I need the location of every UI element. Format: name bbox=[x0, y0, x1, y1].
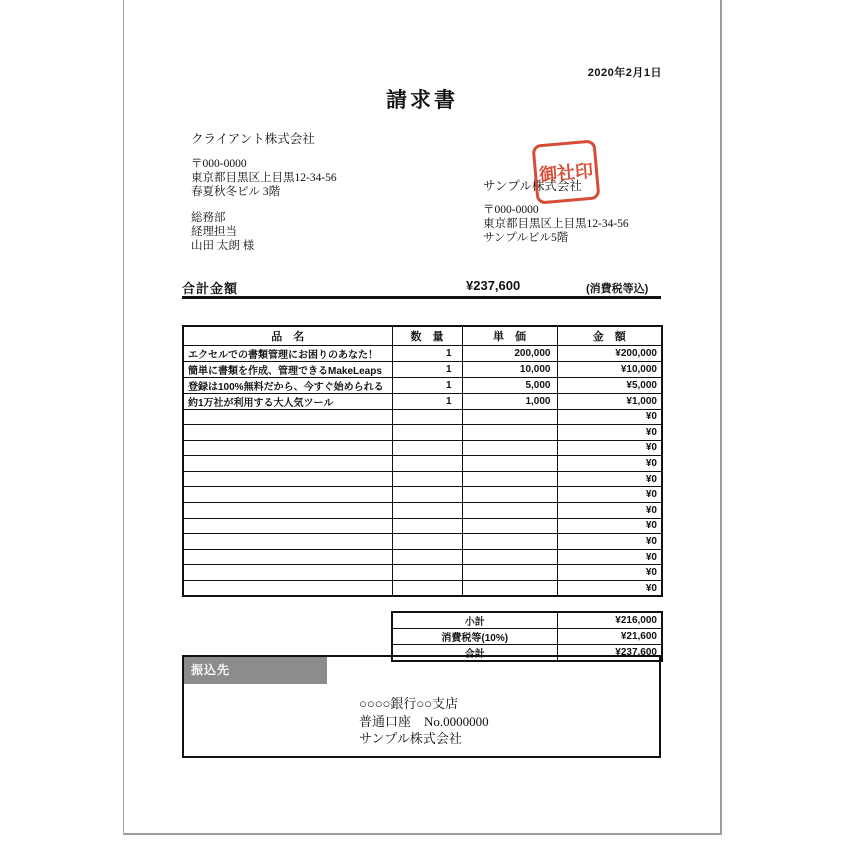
item-name-cell bbox=[183, 487, 392, 503]
item-unit-price-cell bbox=[462, 487, 557, 503]
item-amount-cell: ¥0 bbox=[557, 549, 662, 565]
invoice-page bbox=[123, 0, 722, 835]
bank-line-holder: サンプル株式会社 bbox=[359, 731, 462, 746]
item-unit-price-cell: 1,000 bbox=[462, 393, 557, 409]
invoice-date: 2020年2月1日 bbox=[587, 67, 662, 79]
total-amount-label: 合計金額 bbox=[182, 281, 239, 296]
item-unit-price-cell bbox=[462, 471, 557, 487]
item-amount-cell: ¥0 bbox=[557, 565, 662, 581]
tax-row bbox=[392, 629, 662, 645]
item-qty-cell bbox=[392, 503, 462, 519]
item-amount-cell: ¥5,000 bbox=[557, 377, 662, 393]
item-row bbox=[183, 440, 662, 456]
item-name-cell bbox=[183, 409, 392, 425]
item-row bbox=[183, 518, 662, 534]
item-unit-price-cell bbox=[462, 425, 557, 441]
item-qty-cell: 1 bbox=[392, 345, 462, 361]
item-qty-cell bbox=[392, 487, 462, 503]
company-stamp-text: 御社印 bbox=[538, 160, 594, 186]
item-unit-price-cell: 5,000 bbox=[462, 377, 557, 393]
grand-total-value: ¥237,600 bbox=[557, 645, 662, 662]
item-row bbox=[183, 393, 662, 409]
header-amount: 金 額 bbox=[557, 326, 662, 345]
item-row bbox=[183, 361, 662, 377]
item-row bbox=[183, 581, 662, 597]
item-amount-cell: ¥0 bbox=[557, 409, 662, 425]
item-amount-cell: ¥0 bbox=[557, 440, 662, 456]
item-name-cell: 約1万社が利用する大人気ツール bbox=[183, 393, 392, 409]
bank-line-account: 普通口座 No.0000000 bbox=[359, 713, 489, 729]
item-unit-price-cell bbox=[462, 534, 557, 550]
item-unit-price-cell bbox=[462, 518, 557, 534]
item-name-cell: 簡単に書類を作成、管理できるMakeLeaps bbox=[183, 361, 392, 377]
item-unit-price-cell: 10,000 bbox=[462, 361, 557, 377]
item-amount-cell: ¥0 bbox=[557, 471, 662, 487]
item-unit-price-cell bbox=[462, 581, 557, 597]
item-unit-price-cell: 200,000 bbox=[462, 345, 557, 361]
client-address-2: 春夏秋冬ビル 3階 bbox=[191, 186, 281, 198]
item-row bbox=[183, 487, 662, 503]
total-bar-divider bbox=[182, 296, 661, 299]
item-amount-cell: ¥0 bbox=[557, 534, 662, 550]
bank-transfer-box bbox=[182, 655, 661, 758]
item-amount-cell: ¥200,000 bbox=[557, 345, 662, 361]
item-name-cell bbox=[183, 581, 392, 597]
subtotal-label: 小計 bbox=[392, 612, 557, 629]
item-amount-cell: ¥0 bbox=[557, 456, 662, 472]
item-name-cell bbox=[183, 503, 392, 519]
item-unit-price-cell bbox=[462, 456, 557, 472]
issuer-name: サンプル株式会社 bbox=[483, 179, 582, 193]
header-unit-price: 単 価 bbox=[462, 326, 557, 345]
item-unit-price-cell bbox=[462, 565, 557, 581]
item-name-cell bbox=[183, 565, 392, 581]
header-row bbox=[183, 326, 662, 345]
item-row bbox=[183, 377, 662, 393]
item-unit-price-cell bbox=[462, 440, 557, 456]
item-qty-cell bbox=[392, 581, 462, 597]
item-row bbox=[183, 534, 662, 550]
item-amount-cell: ¥0 bbox=[557, 487, 662, 503]
item-qty-cell bbox=[392, 549, 462, 565]
bank-line-branch: ○○○○銀行○○支店 bbox=[359, 696, 459, 711]
item-qty-cell bbox=[392, 534, 462, 550]
bank-transfer-label: 振込先 bbox=[184, 657, 327, 684]
subtotal-row bbox=[392, 612, 662, 629]
header-item-name: 品 名 bbox=[183, 326, 392, 345]
header-quantity: 数 量 bbox=[392, 326, 462, 345]
item-name-cell bbox=[183, 440, 392, 456]
item-row bbox=[183, 503, 662, 519]
item-qty-cell bbox=[392, 456, 462, 472]
client-person-name: 山田 太朗 様 bbox=[191, 240, 255, 252]
grand-total-label: 合計 bbox=[392, 645, 557, 662]
item-name-cell: 登録は100%無料だから、今すぐ始められる bbox=[183, 377, 392, 393]
item-row bbox=[183, 409, 662, 425]
item-qty-cell bbox=[392, 409, 462, 425]
item-amount-cell: ¥1,000 bbox=[557, 393, 662, 409]
issuer-address-1: 東京都目黒区上目黒12-34-56 bbox=[483, 218, 629, 230]
item-row bbox=[183, 345, 662, 361]
items-table-header bbox=[183, 326, 662, 345]
item-name-cell bbox=[183, 425, 392, 441]
item-name-cell bbox=[183, 471, 392, 487]
item-amount-cell: ¥0 bbox=[557, 518, 662, 534]
issuer-address-block bbox=[483, 203, 629, 245]
item-row bbox=[183, 565, 662, 581]
item-qty-cell bbox=[392, 471, 462, 487]
client-department: 総務部 bbox=[191, 212, 226, 224]
client-address-1: 東京都目黒区上目黒12-34-56 bbox=[191, 172, 337, 184]
client-contact: 経理担当 bbox=[191, 226, 237, 238]
item-amount-cell: ¥10,000 bbox=[557, 361, 662, 377]
company-stamp bbox=[532, 139, 601, 204]
item-unit-price-cell bbox=[462, 409, 557, 425]
item-qty-cell bbox=[392, 518, 462, 534]
item-qty-cell: 1 bbox=[392, 361, 462, 377]
client-contact-block bbox=[191, 211, 254, 253]
item-name-cell bbox=[183, 456, 392, 472]
item-row bbox=[183, 456, 662, 472]
item-unit-price-cell bbox=[462, 503, 557, 519]
issuer-postal: 〒000-0000 bbox=[483, 204, 539, 216]
item-row bbox=[183, 549, 662, 565]
invoice-items-body bbox=[183, 345, 662, 596]
tax-value: ¥21,600 bbox=[557, 629, 662, 645]
item-name-cell: エクセルでの書類管理にお困りのあなた！ bbox=[183, 345, 392, 361]
total-amount-value: ¥237,600 bbox=[466, 278, 521, 293]
total-tax-included-note: (消費税等込) bbox=[586, 283, 649, 295]
tax-label: 消費税等(10%) bbox=[392, 629, 557, 645]
item-amount-cell: ¥0 bbox=[557, 581, 662, 597]
subtotal-value: ¥216,000 bbox=[557, 612, 662, 629]
item-unit-price-cell bbox=[462, 549, 557, 565]
total-amount-bar bbox=[182, 278, 661, 296]
item-amount-cell: ¥0 bbox=[557, 503, 662, 519]
client-name: クライアント株式会社 bbox=[191, 132, 315, 146]
invoice-items-table bbox=[182, 325, 663, 597]
invoice-title: 請求書 bbox=[386, 89, 458, 112]
item-row bbox=[183, 471, 662, 487]
item-name-cell bbox=[183, 518, 392, 534]
item-name-cell bbox=[183, 549, 392, 565]
item-name-cell bbox=[183, 534, 392, 550]
item-qty-cell: 1 bbox=[392, 377, 462, 393]
item-qty-cell bbox=[392, 425, 462, 441]
item-qty-cell bbox=[392, 565, 462, 581]
item-row bbox=[183, 425, 662, 441]
issuer-address-2: サンプルビル5階 bbox=[483, 232, 569, 244]
item-qty-cell: 1 bbox=[392, 393, 462, 409]
item-qty-cell bbox=[392, 440, 462, 456]
client-postal: 〒000-0000 bbox=[191, 158, 247, 170]
item-amount-cell: ¥0 bbox=[557, 425, 662, 441]
client-address-block bbox=[191, 157, 337, 199]
bank-details bbox=[359, 695, 489, 748]
